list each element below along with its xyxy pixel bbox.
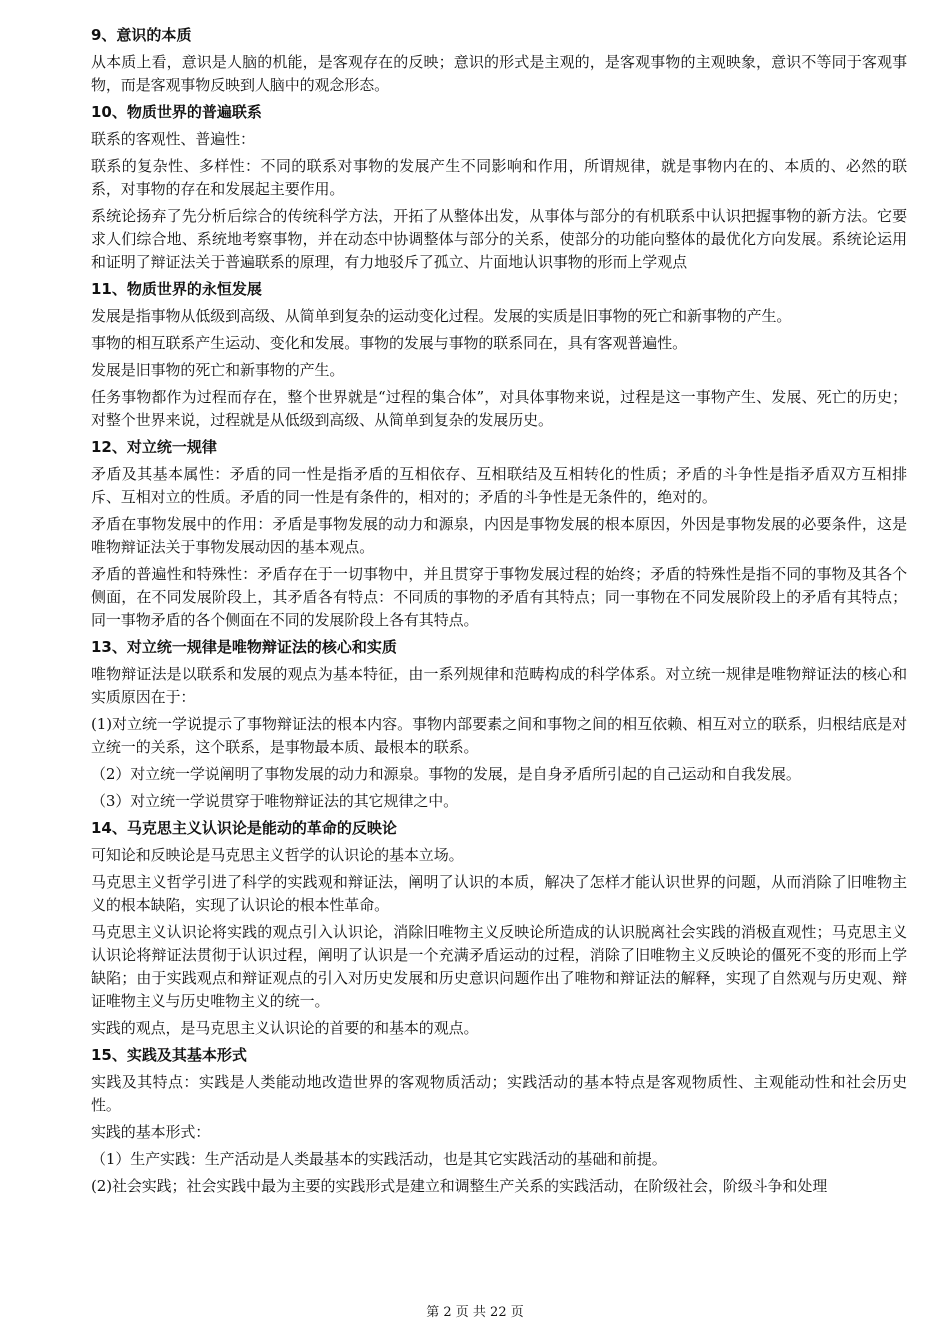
paragraph: 任务事物都作为过程而存在，整个世界就是“过程的集合体”，对具体事物来说，过程是这一事物产生、发展、死亡的历史；对整个世界来说，过程就是从低级到高级、从简单到复杂的发展历史。 [91, 388, 907, 429]
paragraph: 发展是指事物从低级到高级、从简单到复杂的运动变化过程。发展的实质是旧事物的死亡和新事物的产生。 [91, 307, 792, 325]
paragraph: （2）对立统一学说阐明了事物发展的动力和源泉。事物的发展，是自身矛盾所引起的自己运动和自我发展。 [91, 765, 801, 783]
section-heading: 10、物质世界的普遍联系 [91, 103, 262, 121]
paragraph: 矛盾及其基本属性：矛盾的同一性是指矛盾的互相依存、互相联结及互相转化的性质；矛盾的斗争性是指矛盾双方互相排斥、互相对立的性质。矛盾的同一性是有条件的，相对的；矛盾的斗争性是无条件的，绝对的。 [91, 465, 907, 506]
paragraph: (1)对立统一学说提示了事物辩证法的根本内容。事物内部要素之间和事物之间的相互依赖、相互对立的联系，归根结底是对立统一的关系，这个联系，是事物最本质、最根本的联系。 [91, 715, 907, 756]
paragraph: 矛盾的普遍性和特殊性：矛盾存在于一切事物中，并且贯穿于事物发展过程的始终；矛盾的特殊性是指不同的事物及其各个侧面，在不同发展阶段上，其矛盾各有特点：不同质的事物的矛盾有其特点；同一事物在不同发展阶段上的矛盾有其特点；同一事物矛盾的各个侧面在不同的发展阶段上各有其特点。 [91, 565, 907, 629]
section-heading: 13、对立统一规律是唯物辩证法的核心和实质 [91, 638, 397, 656]
section-heading: 9、意识的本质 [91, 26, 192, 44]
section [91, 101, 907, 274]
section-heading: 11、物质世界的永恒发展 [91, 280, 262, 298]
paragraph: 实践及其特点：实践是人类能动地改造世界的客观物质活动；实践活动的基本特点是客观物质性、主观能动性和社会历史性。 [91, 1073, 907, 1114]
paragraph: （1）生产实践：生产活动是人类最基本的实践活动，也是其它实践活动的基础和前提。 [91, 1150, 667, 1168]
paragraph: （3）对立统一学说贯穿于唯物辩证法的其它规律之中。 [91, 792, 459, 810]
section [91, 1044, 907, 1198]
section-heading: 14、马克思主义认识论是能动的革命的反映论 [91, 819, 397, 837]
paragraph: 矛盾在事物发展中的作用：矛盾是事物发展的动力和源泉，内因是事物发展的根本原因，外因是事物发展的必要条件，这是唯物辩证法关于事物发展动因的基本观点。 [91, 515, 907, 556]
section [91, 817, 907, 1040]
paragraph: 联系的复杂性、多样性：不同的联系对事物的发展产生不同影响和作用，所谓规律，就是事物内在的、本质的、必然的联系，对事物的存在和发展起主要作用。 [91, 157, 907, 198]
document-body [91, 22, 907, 1202]
paragraph: 从本质上看，意识是人脑的机能，是客观存在的反映；意识的形式是主观的，是客观事物的主观映象，意识不等同于客观事物，而是客观事物反映到人脑中的观念形态。 [91, 53, 907, 94]
paragraph: 可知论和反映论是马克思主义哲学的认识论的基本立场。 [91, 846, 464, 864]
paragraph: 马克思主义哲学引进了科学的实践观和辩证法，阐明了认识的本质，解决了怎样才能认识世界的问题，从而消除了旧唯物主义的根本缺陷，实现了认识论的根本性革命。 [91, 873, 907, 914]
section [91, 436, 907, 632]
paragraph: 实践的基本形式： [91, 1123, 211, 1141]
paragraph: 唯物辩证法是以联系和发展的观点为基本特征，由一系列规律和范畴构成的科学体系。对立统一规律是唯物辩证法的核心和实质原因在于： [91, 665, 907, 706]
paragraph: 马克思主义认识论将实践的观点引入认识论，消除旧唯物主义反映论所造成的认识脱离社会实践的消极直观性；马克思主义认识论将辩证法贯彻于认识过程，阐明了认识是一个充满矛盾运动的过程，消除了旧唯物主义反映论的僵死不变的形而上学缺陷；由于实践观点和辩证观点的引入对历史发展和历史意识问题作出了唯物和辩证法的解释，实现了自然观与历史观、辩证唯物主义与历史唯物主义的统一。 [91, 923, 907, 1010]
paragraph: 实践的观点，是马克思主义认识论的首要的和基本的观点。 [91, 1019, 479, 1037]
section [91, 636, 907, 813]
section [91, 24, 907, 97]
paragraph: 事物的相互联系产生运动、变化和发展。事物的发展与事物的联系同在，具有客观普遍性。 [91, 334, 688, 352]
paragraph: 联系的客观性、普遍性： [91, 130, 255, 148]
section-heading: 12、对立统一规律 [91, 438, 217, 456]
paragraph: 发展是旧事物的死亡和新事物的产生。 [91, 361, 345, 379]
section-heading: 15、实践及其基本形式 [91, 1046, 247, 1064]
paragraph: 系统论扬弃了先分析后综合的传统科学方法，开拓了从整体出发，从事体与部分的有机联系中认识把握事物的新方法。它要求人们综合地、系统地考察事物，并在动态中协调整体与部分的关系，使部分的功能向整体的最优化方向发展。系统论运用和证明了辩证法关于普遍联系的原理，有力地驳斥了孤立、片面地认识事物的形而上学观点 [91, 207, 907, 271]
section [91, 278, 907, 432]
paragraph: (2)社会实践；社会实践中最为主要的实践形式是建立和调整生产关系的实践活动，在阶级社会，阶级斗争和处理 [91, 1177, 828, 1195]
page-footer: 第 2 页 共 22 页 [426, 1305, 524, 1320]
